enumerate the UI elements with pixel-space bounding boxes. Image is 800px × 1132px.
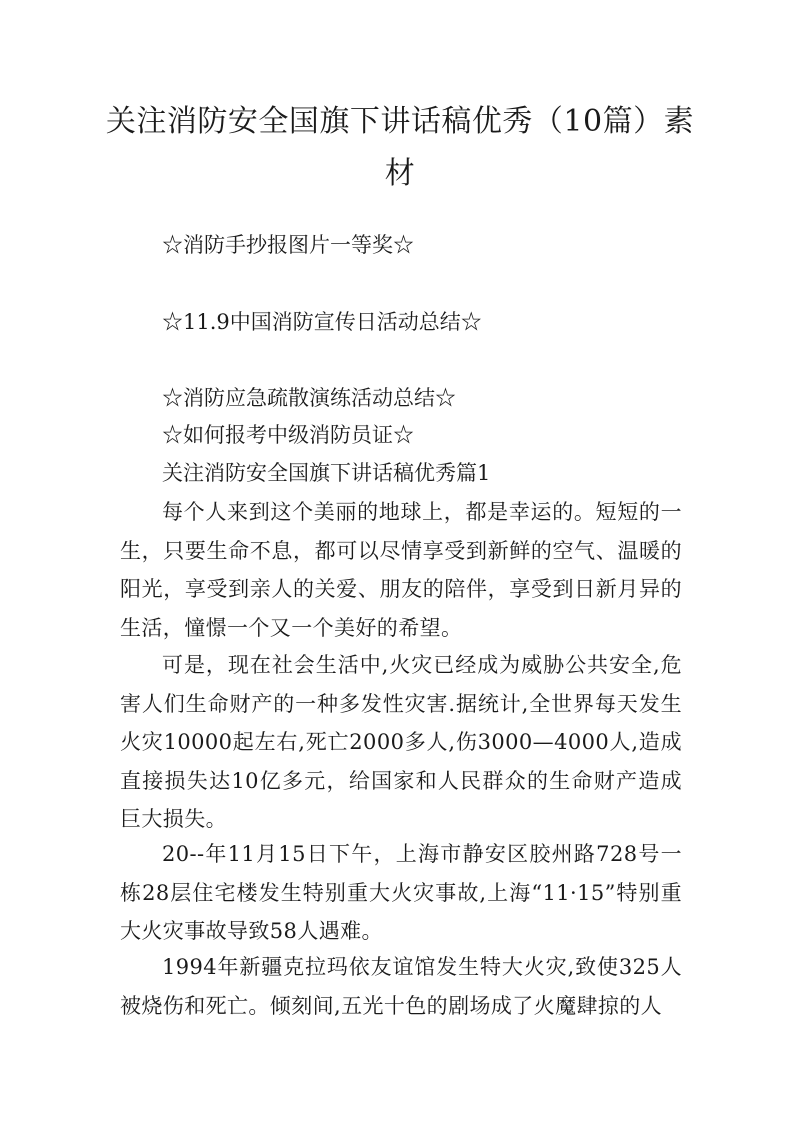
paragraph-3: 20--年11月15日下午，上海市静安区胶州路728号一栋28层住宅楼发生特别重大火灾事故,上海“11·15”特别重大火灾事故导致58人遇难。 (120, 842, 682, 943)
paragraph-1: 每个人来到这个美丽的地球上，都是幸运的。短短的一生，只要生命不息，都可以尽情享受到新鲜的空气、温暖的阳光，享受到亲人的关爱、朋友的陪伴，享受到日新月异的生活，憧憬一个又一个美好的希望。 (120, 500, 682, 640)
paragraph-4: 1994年新疆克拉玛依友谊馆发生特大火灾,致使325人被烧伤和死亡。倾刻间,五光十色的剧场成了火魔肆掠的人 (120, 955, 682, 1018)
paragraph-2: 可是，现在社会生活中,火灾已经成为威胁公共安全,危害人们生命财产的一种多发性灾害.据统计,全世界每天发生火灾10000起左右,死亡2000多人,伤3000—4000人,造成直接损失达10亿多元，给国家和人民群众的生命财产造成巨大损失。 (120, 653, 682, 831)
related-link-4[interactable]: ☆如何报考中级消防员证☆ (162, 423, 414, 447)
section-heading: 关注消防安全国旗下讲话稿优秀篇1 (162, 461, 491, 485)
document-title: 关注消防安全国旗下讲话稿优秀（10篇）素材 (105, 104, 695, 191)
related-link-2[interactable]: ☆11.9中国消防宣传日活动总结☆ (162, 310, 482, 334)
related-link-1[interactable]: ☆消防手抄报图片一等奖☆ (162, 233, 414, 257)
related-link-3[interactable]: ☆消防应急疏散演练活动总结☆ (162, 386, 456, 410)
